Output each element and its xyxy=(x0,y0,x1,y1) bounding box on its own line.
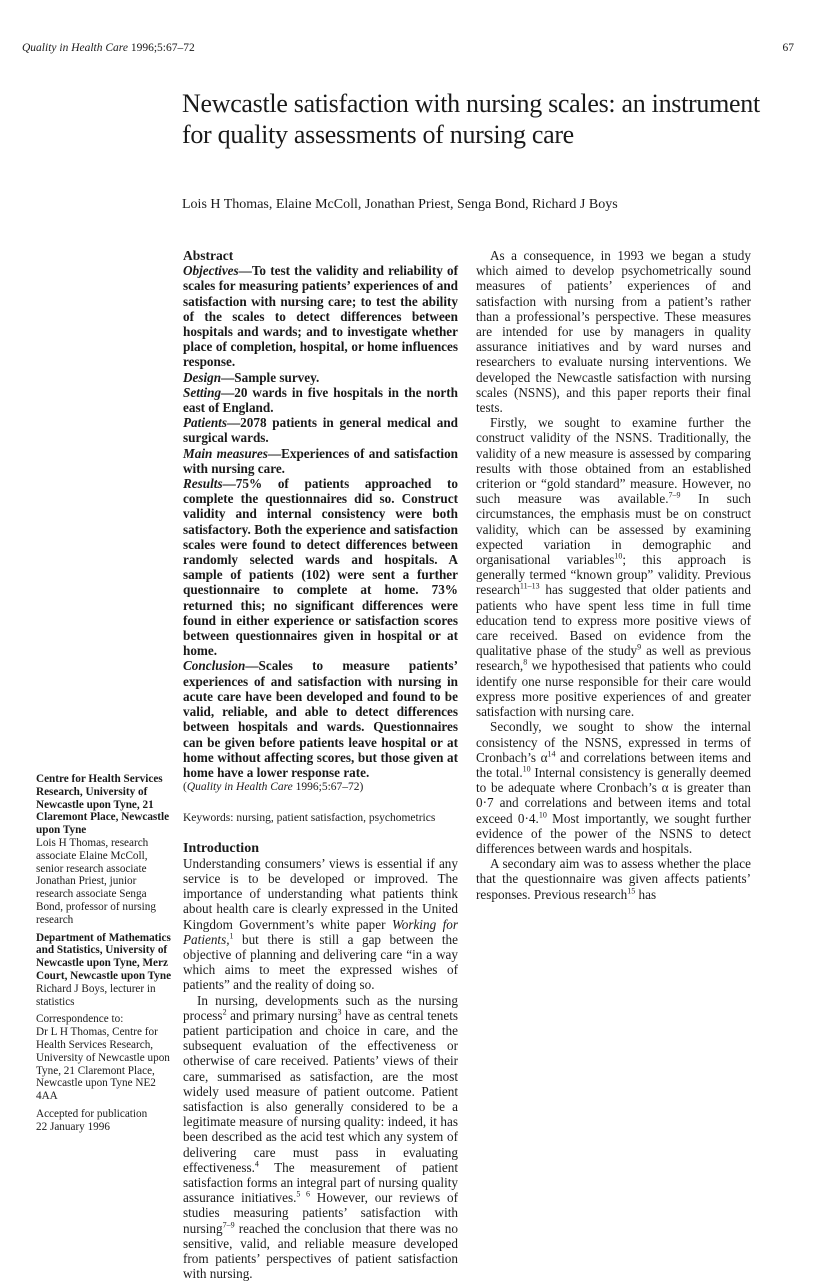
abstract-patients xyxy=(183,415,458,445)
journal-citation xyxy=(22,42,195,54)
text-run: Understanding consumers’ views is essential if any service is to be developed or improved. The importance of understanding what patients think about health care is clearly expressed in the United Kingdom Government’s white paper xyxy=(183,855,458,932)
accepted-label: Accepted for publication xyxy=(36,1107,148,1120)
paragraph xyxy=(183,856,458,993)
abstract-label: Objectives xyxy=(183,263,239,279)
paragraph xyxy=(476,719,751,856)
accepted-date: 22 January 1996 xyxy=(36,1120,110,1133)
reference-marker: 7–9 xyxy=(668,490,681,500)
affiliation-people: Richard J Boys, lecturer in statistics xyxy=(36,982,156,1008)
text-run: Firstly, we sought to examine further the construct validity of the NSNS. Traditionally, the validity of a new measure is assessed by comparing results with those obtained from an established criterion or “gold standard” measure. However, no such measure was available. xyxy=(476,415,751,507)
text-run: ; this approach is generally termed “known group” validity. Previous research xyxy=(476,552,751,598)
abstract-text: —Sample survey. xyxy=(221,369,320,385)
article-title: Newcastle satisfaction with nursing scales: an instrument for quality assessments of nursing care xyxy=(182,89,760,149)
left-column xyxy=(183,248,458,1281)
affiliation-people: Lois H Thomas, research associate Elaine McColl, senior research associate Jonathan Priest, junior research associate Senga Bond, professor of nursing research xyxy=(36,836,156,926)
correspondence xyxy=(36,1013,176,1103)
reference-marker: 11–13 xyxy=(519,582,540,592)
affiliation-2 xyxy=(36,932,176,1009)
text-run: and primary nursing xyxy=(226,1007,338,1023)
citation-journal: Quality in Health Care xyxy=(186,781,293,794)
abstract xyxy=(183,248,458,795)
text-run: reached the conclusion that there was no sensitive, valid, and reliable measure developed from patients’ perspectives of patient satisfaction with nursing. xyxy=(183,1220,458,1281)
reference-marker: 2 xyxy=(222,1007,227,1017)
reference-marker: 10 xyxy=(522,764,531,774)
abstract-citation xyxy=(183,780,458,795)
paragraph xyxy=(476,415,751,719)
right-column xyxy=(476,248,751,902)
paragraph xyxy=(183,993,458,1281)
abstract-text: —20 wards in five hospitals in the north east of England. xyxy=(183,384,458,416)
text-run: has xyxy=(635,886,657,902)
abstract-text: —75% of patients approached to complete the questionnaires did so. Construct validity and internal consistency were both satisfactory. Both the experience and satisfaction scales were found to detect differences between randomly selected wards and hospitals. A sample of patients (102) were sent a further questionnaire to complete at home. 73% returned this; no significant differences were found in either experience or satisfaction scores between questionnaires given in hospital or at home. xyxy=(183,476,458,659)
page-number: 67 xyxy=(782,42,794,54)
reference-marker: 1 xyxy=(229,931,234,941)
abstract-text: —Scales to measure patients’ experiences of and satisfaction with nursing in acute care have been developed and found to be valid, reliable, and able to detect differences between hospitals and wards. Questionnaires can be given before patients leave hospital or at home without affecting scores, but those given at home have a lower response rate. xyxy=(183,658,458,780)
reference-marker: 8 xyxy=(523,658,528,668)
abstract-label: Conclusion xyxy=(183,658,246,674)
reference-marker: 7–9 xyxy=(222,1220,235,1230)
reference-marker: 3 xyxy=(337,1007,342,1017)
abstract-setting xyxy=(183,385,458,415)
abstract-label: Setting xyxy=(183,384,222,400)
reference-marker: 14 xyxy=(547,749,556,759)
text-run: and correlations between items and the total. xyxy=(476,749,751,780)
reference-marker: 5 6 xyxy=(296,1189,310,1199)
abstract-label: Main measures xyxy=(183,445,268,461)
abstract-label: Results xyxy=(183,476,223,492)
affiliation-institution: Department of Mathematics and Statistics, University of Newcastle upon Tyne, Merz Court, Newcastle upon Tyne xyxy=(36,931,172,982)
reference-marker: 15 xyxy=(627,886,636,896)
introduction xyxy=(183,841,458,1281)
journal-name: Quality in Health Care xyxy=(22,42,128,54)
correspondence-address: Dr L H Thomas, Centre for Health Services Research, University of Newcastle upon Tyne, 21 Claremont Place, Newcastle upon Tyne NE2 4AA xyxy=(36,1026,170,1103)
reference-marker: 10 xyxy=(538,810,547,820)
abstract-objectives xyxy=(183,263,458,369)
abstract-heading: Abstract xyxy=(183,248,234,263)
keywords: Keywords: nursing, patient satisfaction, psychometrics xyxy=(183,812,436,825)
abstract-design xyxy=(183,370,458,385)
italic-title: Working for Patients, xyxy=(183,916,459,947)
text-run: but there is still a gap between the objective of planning and delivering care “in a way which aims to meet the expressed wishes of patients” and the reality of doing so. xyxy=(183,931,458,993)
author-list: Lois H Thomas, Elaine McColl, Jonathan Priest, Senga Bond, Richard J Boys xyxy=(182,197,618,212)
introduction-heading: Introduction xyxy=(183,840,259,856)
abstract-main-measures xyxy=(183,446,458,476)
abstract-label: Design xyxy=(183,369,222,385)
correspondence-label: Correspondence to: xyxy=(36,1013,124,1026)
text-run: In such circumstances, the emphasis must be on construct validity, which can be assessed by examining expected variation in demographic and organisational variables xyxy=(476,491,751,568)
affiliations-column xyxy=(36,773,176,1139)
running-head xyxy=(22,42,794,54)
abstract-text: —To test the validity and reliability of scales for measuring patients’ experiences of and satisfaction with nursing care; to test the ability of the scales to detect differences between hospitals and wards; and to investigate whether place of completion, hospital, or home influences response. xyxy=(183,263,458,370)
accepted-note xyxy=(36,1108,176,1134)
reference-marker: 10 xyxy=(614,551,623,561)
citation-paren: ( xyxy=(183,781,187,794)
journal-volume: 1996;5:67–72 xyxy=(130,42,195,54)
affiliation-institution: Centre for Health Services Research, University of Newcastle upon Tyne, 21 Claremont Place, Newcastle upon Tyne xyxy=(36,773,170,837)
text-run: A secondary aim was to assess whether the place that the questionnaire was given affects patients’ responses. Previous research xyxy=(476,856,751,902)
text-run: have as central tenets patient participation and choice in care, and the subsequent evaluation of the effectiveness or otherwise of care received. Patients’ views of their care, summarised as satisfaction, are the most widely used measure of patient outcome. Patient satisfaction is also generally considered to be a legitimate measure of nursing quality: indeed, it has been described as the acid test which any system of delivering care must pass in evaluating effectiveness. xyxy=(183,1007,459,1175)
reference-marker: 9 xyxy=(637,642,642,652)
text-run: Internal consistency is generally deemed to be adequate where Cronbach’s α is greater than 0·7 and correlations and between items and total exceed 0·4. xyxy=(476,764,751,826)
paragraph: As a consequence, in 1993 we began a study which aimed to develop psychometrically sound measures of patients’ experiences of and satisfaction with nursing from a patient’s rather than a professional’s perspective. These measures are intended for use by managers in quality assurance initiatives and by ward nurses and researchers to evaluate nursing interventions. We developed the Newcastle satisfaction with nursing scales (NSNS), and this paper reports their final tests. xyxy=(476,248,751,416)
text-run: as well as previous research, xyxy=(476,643,751,674)
abstract-conclusion xyxy=(183,658,458,780)
text-run: The measurement of patient satisfaction forms an integral part of nursing quality assurance initiatives. xyxy=(183,1159,458,1206)
citation-volume: 1996;5:67–72) xyxy=(295,781,364,794)
abstract-text: —Experiences of and satisfaction with nursing care. xyxy=(183,445,459,476)
text-run: has suggested that older patients and patients who have spent less time in full time education tend to express more positive views of care received. Based on evidence from the qualitative phase of the study xyxy=(476,582,751,659)
abstract-results xyxy=(183,476,458,658)
abstract-label: Patients xyxy=(183,415,227,431)
text-run: However, our reviews of studies measuring patients’ satisfaction with nursing xyxy=(183,1190,458,1236)
text-run: Secondly, we sought to show the internal consistency of the NSNS, expressed in terms of Cronbach’s α xyxy=(476,719,751,765)
reference-marker: 4 xyxy=(254,1159,259,1169)
text-run: Most importantly, we sought further evidence of the power of the NSNS to detect differences between wards and hospitals. xyxy=(476,810,751,856)
paragraph xyxy=(476,856,751,902)
text-run: we hypothesised that patients who could identify one nurse responsible for their care would express more positive experiences of and greater satisfaction with nursing care. xyxy=(476,658,751,720)
affiliation-1 xyxy=(36,773,176,927)
abstract-text: —2078 patients in general medical and surgical wards. xyxy=(183,415,458,446)
text-run: In nursing, developments such as the nursing process xyxy=(183,992,458,1023)
